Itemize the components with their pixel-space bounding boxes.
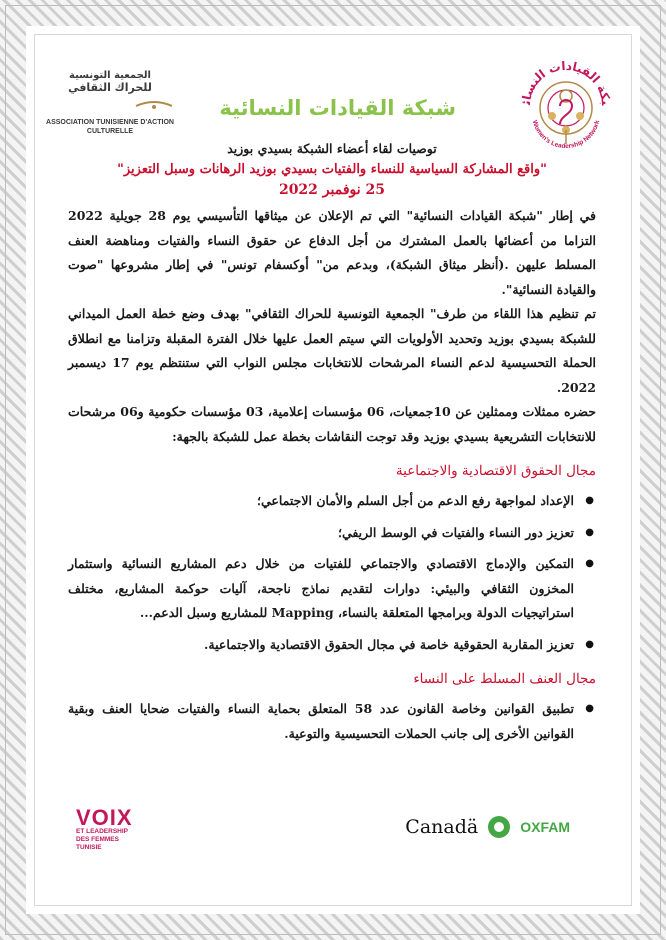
paragraph: تم تنظيم هذا اللقاء من طرف" الجمعية التونسية للحراك الثقافي" بهدف وضع خطة العمل الميداني للشبكة بسيدي بوزيد وتحديد الأولويات التي سيتم العمل عليها خلال الفترة المقبلة وتزامنا مع انطلاق الحملة التحسيسية لدعم النساء المرشحات للانتخابات مجلس النواب التي ستنتظم يوم 17 ديسمبر 2022. xyxy=(68,306,596,395)
document-date: 25 نوفمبر 2022 xyxy=(278,182,386,198)
section-heading-economic-social-rights: مجال الحقوق الاقتصادية والاجتماعية xyxy=(395,463,596,479)
intro-line: توصيات لقاء أعضاء الشبكة بسيدي بوزيد xyxy=(227,141,437,156)
association-name-ar-line2: للحراك الثقافي xyxy=(68,81,152,94)
network-title: شبكة القيادات النسائية xyxy=(219,96,456,120)
canada-wordmark: Canadä xyxy=(405,816,479,838)
document-body xyxy=(68,140,596,753)
paragraph: في إطار "شبكة القيادات النسائية" التي تم الإعلان عن ميثاقها التأسيسي يوم 28 جويلية 2022 التزاما من أعضائها بالعمل المشترك من أجل الدفاع عن حقوق النساء والفتيات ومناهضة العنف المسلط عليهن .(أنظر ميثاق الشبكة)، وبدعم من" أوكسفام تونس" في إطار مشروعها "صوت والقيادة النسائية". xyxy=(68,208,597,297)
voix-logo-line3: DES FEMMES xyxy=(76,836,119,843)
paragraph: حضره ممثلات وممثلين عن 10جمعيات، 06 مؤسسات إعلامية، 03 مؤسسات حكومية و06 مرشحات للانتخابات التشريعية بسيدي بوزيد وقد توجت النقاشات بخطة عمل للشبكة بالجهة: xyxy=(68,404,596,444)
list-item: ● تعزيز دور النساء والفتيات في الوسط الريفي؛ xyxy=(68,521,574,546)
svg-text:شبكة القيادات النسائية xyxy=(516,46,613,107)
document-title: "واقع المشاركة السياسية للنساء والفتيات بسيدي بوزيد الرهانات وسبل التعزيز" xyxy=(117,162,547,177)
association-swoosh-icon xyxy=(134,96,174,112)
association-name-fr: ASSOCIATION TUNISIENNE D'ACTION CULTURELLE xyxy=(46,119,174,135)
voix-leadership-logo xyxy=(76,805,146,852)
list-item: ● التمكين والإدماج الاقتصادي والاجتماعي للفتيات من خلال دعم المشاريع النسائية واستثمار المخزون الثقافي والبيئي: دوارات لتقديم نماذج ناجحة، آليات حوكمة المشاريع، مختلف استراتيجيات الدولة وبرامجها المتعلقة بالنساء، Mapping للمشاريع وسبل الدعم... xyxy=(68,552,574,626)
network-logo-ar-text: بكة القيادات النسائ xyxy=(518,58,614,106)
section-heading-violence-against-women: مجال العنف المسلط على النساء xyxy=(413,671,596,687)
voix-logo-line2: ET LEADERSHIP xyxy=(76,828,129,835)
list-item: ● تطبيق القوانين وخاصة القانون عدد 58 المتعلق بحماية النساء والفتيات ضحايا العنف وبقية القوانين الأخرى إلى جانب الحملات التحسيسية والتوعية. xyxy=(68,697,574,746)
network-logo-en-text: Women's Leadership Network xyxy=(530,119,602,151)
document-page xyxy=(40,40,626,900)
voix-logo-country: TUNISIE xyxy=(76,844,102,851)
sponsor-logos xyxy=(405,816,570,838)
economic-rights-list xyxy=(68,489,596,657)
oxfam-icon xyxy=(488,816,510,838)
association-name-ar-line1: الجمعية التونسية xyxy=(69,70,151,81)
list-item: ● تعزيز المقاربة الحقوقية خاصة في مجال الحقوق الاقتصادية والاجتماعية. xyxy=(68,633,574,658)
violence-list xyxy=(68,697,596,746)
association-logo xyxy=(46,70,174,136)
oxfam-wordmark: OXFAM xyxy=(520,819,570,835)
voix-logo-title: VOIX xyxy=(76,805,133,830)
list-item: ● الإعداد لمواجهة رفع الدعم من أجل السلم والأمان الاجتماعي؛ xyxy=(68,489,574,514)
